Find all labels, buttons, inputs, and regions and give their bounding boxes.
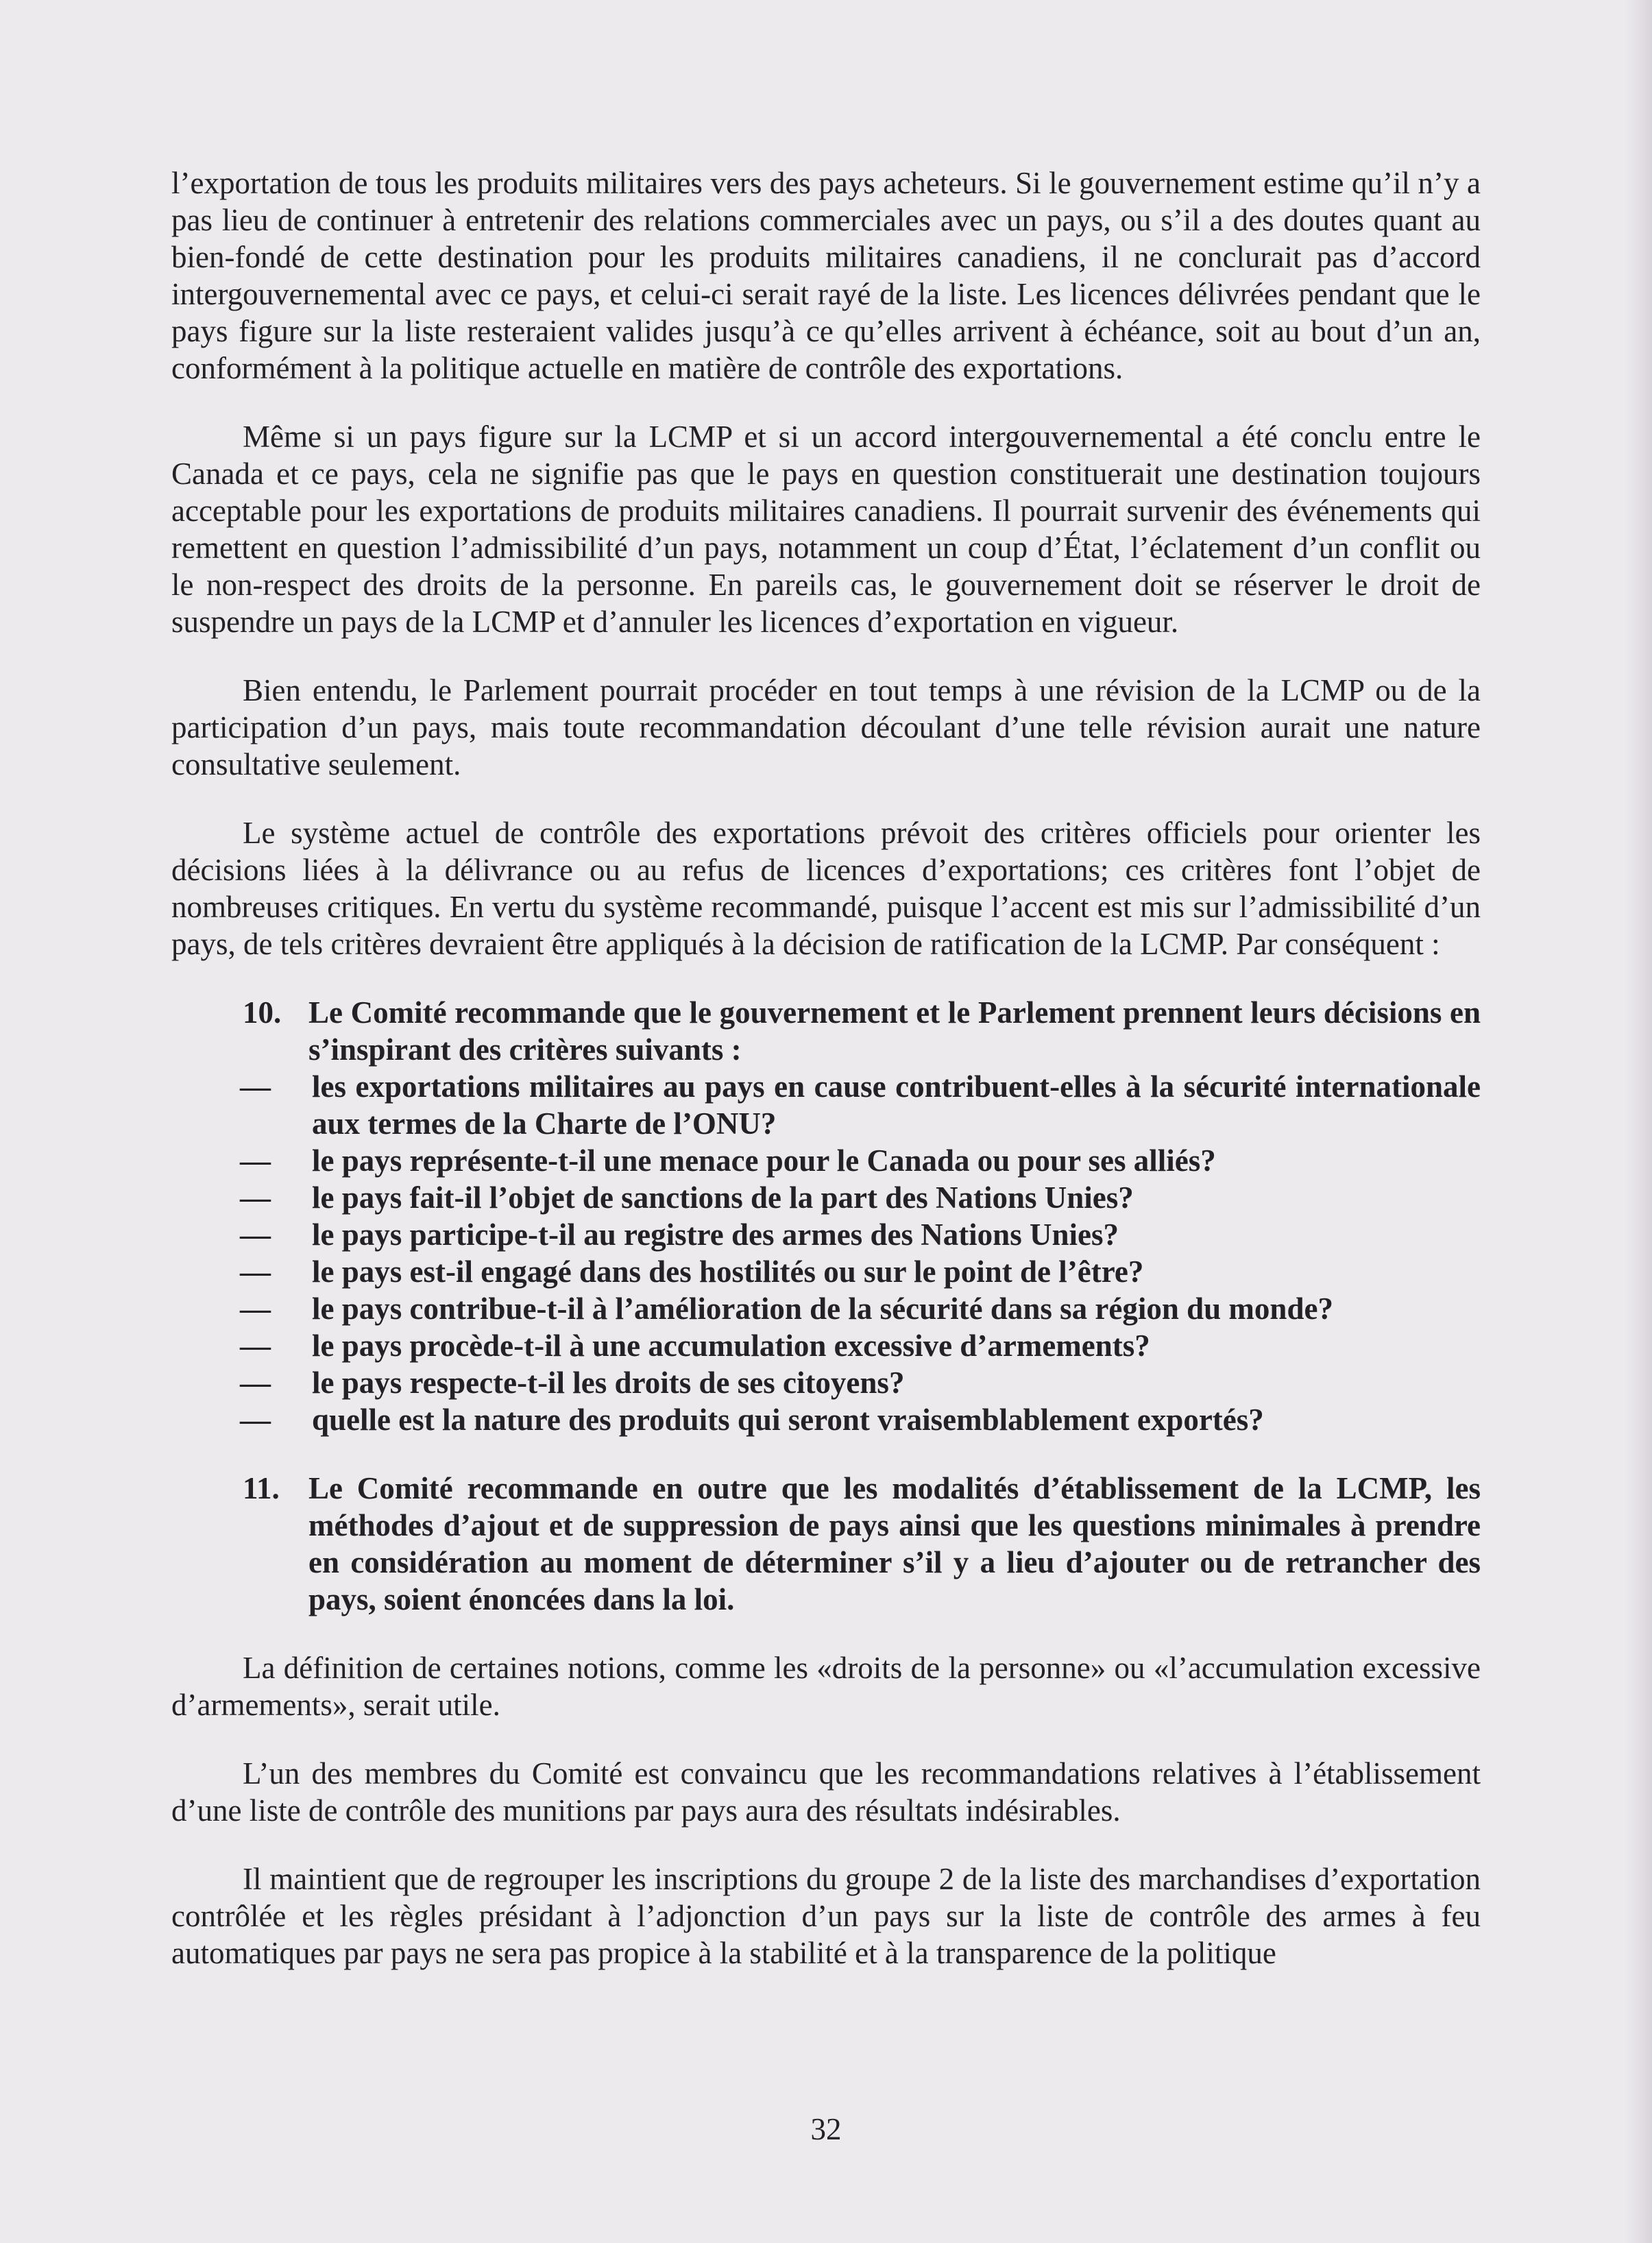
- criteria-text: le pays fait-il l’objet de sanctions de la part des Nations Unies?: [312, 1180, 1134, 1215]
- page-number: 32: [810, 2112, 842, 2146]
- dash-marker: —: [240, 1366, 271, 1400]
- criteria-text: le pays représente-t-il une menace pour le Canada ou pour ses alliés?: [312, 1143, 1216, 1178]
- dash-marker: —: [240, 1292, 271, 1326]
- criteria-item: [240, 1142, 1481, 1179]
- criteria-item: [240, 1179, 1481, 1216]
- paragraph-definitions: La définition de certaines notions, comme les «droits de la personne» ou «l’accumulation excessive d’armements», serait utile.: [171, 1651, 1481, 1722]
- criteria-text: le pays contribue-t-il à l’amélioration de la sécurité dans sa région du monde?: [312, 1292, 1333, 1326]
- recommendation-10: [171, 994, 1481, 1438]
- document-page: [171, 165, 1481, 2003]
- criteria-text: quelle est la nature des produits qui seront vraisemblablement exportés?: [312, 1403, 1264, 1437]
- criteria-item: [240, 1216, 1481, 1253]
- criteria-text: le pays est-il engagé dans des hostilités ou sur le point de l’être?: [312, 1254, 1144, 1289]
- recommendation-text: Le Comité recommande en outre que les modalités d’établissement de la LCMP, les méthodes d’ajout et de suppression de pays ainsi que les questions minimales à prendre en considération au moment de déterminer s’il y a lieu d’ajouter ou de retrancher des pays, soient énoncées dans la loi.: [308, 1471, 1481, 1616]
- dash-marker: —: [240, 1143, 271, 1178]
- paragraph-dissent-continued: Il maintient que de regrouper les inscriptions du groupe 2 de la liste des marchandises d’exportation contrôlée et les règles présidant à l’adjonction d’un pays sur la liste de contrôle des armes à feu automatiques par pays ne sera pas propice à la stabilité et à la transparence de la politique: [171, 1862, 1481, 1970]
- paragraph-lcmp-events: Même si un pays figure sur la LCMP et si un accord intergouvernemental a été conclu entre le Canada et ce pays, cela ne signifie pas que le pays en question constituerait une destination toujours acceptable pour les exportations de produits militaires canadiens. Il pourrait survenir des événements qui remettent en question l’admissibilité d’un pays, notamment un coup d’État, l’éclatement d’un conflit ou le non-respect des droits de la personne. En pareils cas, le gouvernement doit se réserver le droit de suspendre un pays de la LCMP et d’annuler les licences d’exportation en vigueur.: [171, 420, 1481, 639]
- recommendation-number: 11.: [243, 1471, 280, 1505]
- criteria-item: [240, 1068, 1481, 1142]
- criteria-text: le pays respecte-t-il les droits de ses citoyens?: [312, 1366, 905, 1400]
- dash-marker: —: [240, 1403, 271, 1437]
- recommendation-number: 10.: [243, 995, 282, 1030]
- paragraph-continuation: l’exportation de tous les produits militaires vers des pays acheteurs. Si le gouvernement estime qu’il n’y a pas lieu de continuer à entretenir des relations commerciales avec un pays, ou s’il a des doutes quant au bien-fondé de cette destination pour les produits militaires canadiens, il ne conclurait pas d’accord intergouvernemental avec ce pays, et celui-ci serait rayé de la liste. Les licences délivrées pendant que le pays figure sur la liste resteraient valides jusqu’à ce qu’elles arrivent à échéance, soit au bout d’un an, conformément à la politique actuelle en matière de contrôle des exportations.: [171, 166, 1481, 385]
- recommendation-text: Le Comité recommande que le gouvernement et le Parlement prennent leurs décisions en s’inspirant des critères suivants :: [308, 995, 1481, 1067]
- criteria-text: les exportations militaires au pays en cause contribuent-elles à la sécurité internationale aux termes de la Charte de l’ONU?: [312, 1069, 1481, 1141]
- criteria-item: [240, 1364, 1481, 1401]
- criteria-text: le pays procède-t-il à une accumulation excessive d’armements?: [312, 1329, 1150, 1363]
- criteria-text: le pays participe-t-il au registre des armes des Nations Unies?: [312, 1217, 1119, 1252]
- page-edge-shadow: [1625, 0, 1652, 2243]
- criteria-item: [240, 1327, 1481, 1364]
- recommendation-11: [171, 1470, 1481, 1618]
- dash-marker: —: [240, 1217, 271, 1252]
- paragraph-criteria-intro: Le système actuel de contrôle des exportations prévoit des critères officiels pour orienter les décisions liées à la délivrance ou au refus de licences d’exportations; ces critères font l’objet de nombreuses critiques. En vertu du système recommandé, puisque l’accent est mis sur l’admissibilité d’un pays, de tels critères devraient être appliqués à la décision de ratification de la LCMP. Par conséquent :: [171, 816, 1481, 961]
- paragraph-dissent: L’un des membres du Comité est convaincu que les recommandations relatives à l’établissement d’une liste de contrôle des munitions par pays aura des résultats indésirables.: [171, 1756, 1481, 1828]
- dash-marker: —: [240, 1254, 271, 1289]
- dash-marker: —: [240, 1329, 271, 1363]
- criteria-item: [240, 1290, 1481, 1327]
- paragraph-parliament-review: Bien entendu, le Parlement pourrait procéder en tout temps à une révision de la LCMP ou de la participation d’un pays, mais toute recommandation découlant d’une telle révision aurait une nature consultative seulement.: [171, 673, 1481, 781]
- criteria-item: [240, 1253, 1481, 1290]
- criteria-item: [240, 1401, 1481, 1438]
- criteria-list: [240, 1068, 1481, 1438]
- dash-marker: —: [240, 1180, 271, 1215]
- dash-marker: —: [240, 1069, 271, 1104]
